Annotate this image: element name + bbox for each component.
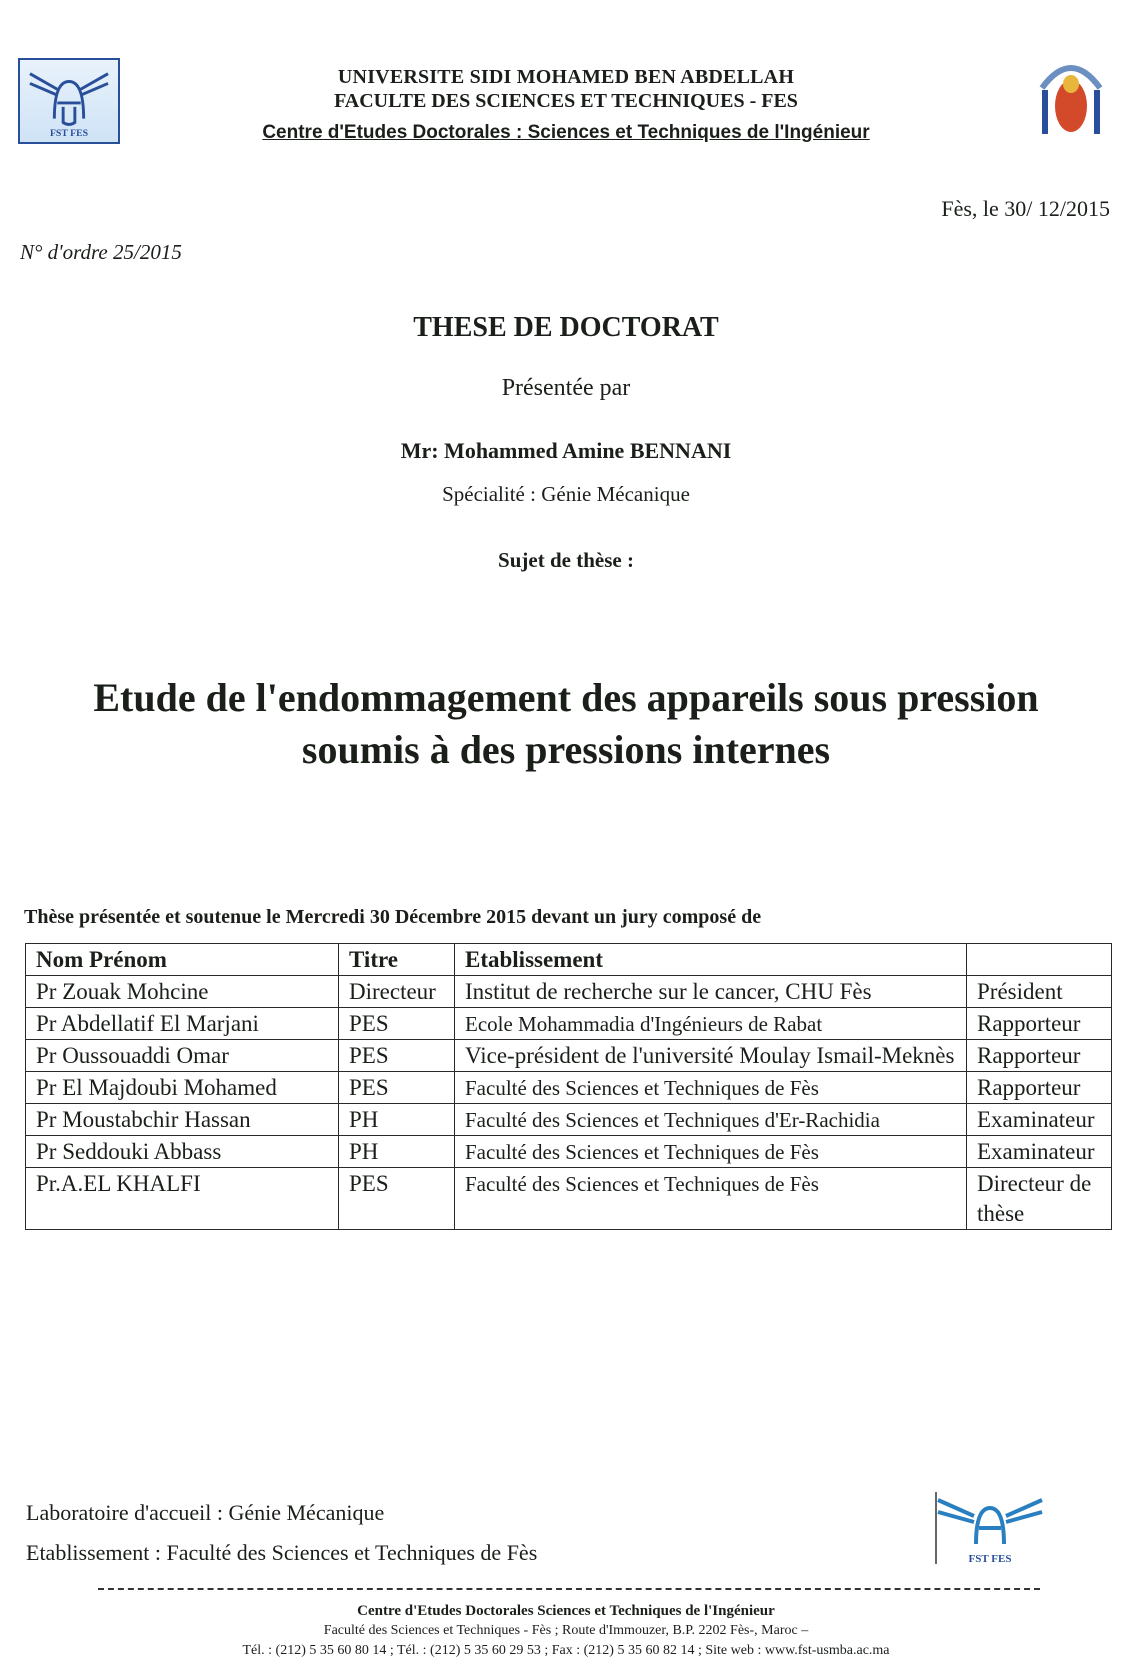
member-title: PES <box>339 1008 455 1040</box>
member-title: PH <box>339 1104 455 1136</box>
member-title: PH <box>339 1136 455 1168</box>
member-role: Président <box>967 976 1112 1008</box>
member-institution: Faculté des Sciences et Techniques de Fès <box>455 1136 967 1168</box>
thesis-title <box>0 672 1132 776</box>
member-institution: Vice-président de l'université Moulay Ismail-Meknès <box>455 1040 967 1072</box>
member-name: Pr Seddouki Abbass <box>26 1136 339 1168</box>
faculty-name: FACULTE DES SCIENCES ET TECHNIQUES - FES <box>334 90 798 112</box>
jury-header-row <box>26 944 1112 976</box>
jury-row <box>26 1104 1112 1136</box>
footer-address: Faculté des Sciences et Techniques - Fès ; Route d'Immouzer, B.P. 2202 Fès-, Maroc – <box>323 1623 809 1638</box>
member-title: PES <box>339 1040 455 1072</box>
document-date: Fès, le 30/ 12/2015 <box>941 196 1110 221</box>
member-name: Pr El Majdoubi Mohamed <box>26 1072 339 1104</box>
subject-label: Sujet de thèse : <box>498 548 634 572</box>
member-role: Examinateur <box>967 1136 1112 1168</box>
member-institution: Faculté des Sciences et Techniques de Fès <box>455 1168 967 1230</box>
member-institution: Faculté des Sciences et Techniques de Fès <box>455 1072 967 1104</box>
jury-row <box>26 1040 1112 1072</box>
specialty: Spécialité : Génie Mécanique <box>442 482 690 506</box>
jury-row <box>26 1168 1112 1230</box>
jury-row <box>26 1072 1112 1104</box>
member-institution: Institut de recherche sur le cancer, CHU Fès <box>455 976 967 1008</box>
jury-row <box>26 1008 1112 1040</box>
doctoral-center: Centre d'Etudes Doctorales : Sciences et Techniques de l'Ingénieur <box>262 122 870 143</box>
thesis-title-line2: soumis à des pressions internes <box>301 727 831 772</box>
member-name: Pr Zouak Mohcine <box>26 976 339 1008</box>
member-name: Pr Moustabchir Hassan <box>26 1104 339 1136</box>
thesis-title-line1: Etude de l'endommagement des appareils sous pression <box>93 675 1039 720</box>
member-name: Pr Abdellatif El Marjani <box>26 1008 339 1040</box>
document-type: THESE DE DOCTORAT <box>413 312 719 343</box>
member-institution: Ecole Mohammadia d'Ingénieurs de Rabat <box>455 1008 967 1040</box>
header-title: Titre <box>339 944 455 976</box>
member-role: Rapporteur <box>967 1072 1112 1104</box>
member-name: Pr.A.EL KHALFI <box>26 1168 339 1230</box>
fst-logo-icon <box>930 1488 1050 1568</box>
member-role: Rapporteur <box>967 1008 1112 1040</box>
svg-text:FST FES: FST FES <box>49 128 89 140</box>
jury-intro: Thèse présentée et soutenue le Mercredi 30 Décembre 2015 devant un jury composé de <box>24 906 762 928</box>
member-title: Directeur <box>339 976 455 1008</box>
member-role: Rapporteur <box>967 1040 1112 1072</box>
member-name: Pr Oussouaddi Omar <box>26 1040 339 1072</box>
order-number: N° d'ordre 25/2015 <box>20 240 182 264</box>
establishment: Etablissement : Faculté des Sciences et Techniques de Fès <box>26 1540 538 1565</box>
footer-center-name: Centre d'Etudes Doctorales Sciences et Techniques de l'Ingénieur <box>357 1603 775 1619</box>
member-role: Examinateur <box>967 1104 1112 1136</box>
author-name: Mr: Mohammed Amine BENNANI <box>400 438 732 463</box>
header-institution: Etablissement <box>455 944 967 976</box>
host-laboratory: Laboratoire d'accueil : Génie Mécanique <box>26 1500 385 1525</box>
jury-row <box>26 976 1112 1008</box>
footer-divider <box>98 1588 1040 1590</box>
member-role: Directeur de thèse <box>967 1168 1112 1230</box>
member-institution: Faculté des Sciences et Techniques d'Er-Rachidia <box>455 1104 967 1136</box>
member-title: PES <box>339 1072 455 1104</box>
fst-fes-logo-bottom <box>930 1488 1050 1568</box>
presented-by-label: Présentée par <box>501 375 631 401</box>
svg-text:FST FES: FST FES <box>968 1553 1012 1565</box>
jury-table <box>25 943 1112 1230</box>
footer-contact: Tél. : (212) 5 35 60 80 14 ; Tél. : (212) 5 35 60 29 53 ; Fax : (212) 5 35 60 82 14 ; Site web : www.fst-usmba.ac.ma <box>242 1643 890 1658</box>
member-title: PES <box>339 1168 455 1230</box>
header-role <box>967 944 1112 976</box>
header-name: Nom Prénom <box>26 944 339 976</box>
university-name: UNIVERSITE SIDI MOHAMED BEN ABDELLAH <box>337 66 795 88</box>
jury-row <box>26 1136 1112 1168</box>
